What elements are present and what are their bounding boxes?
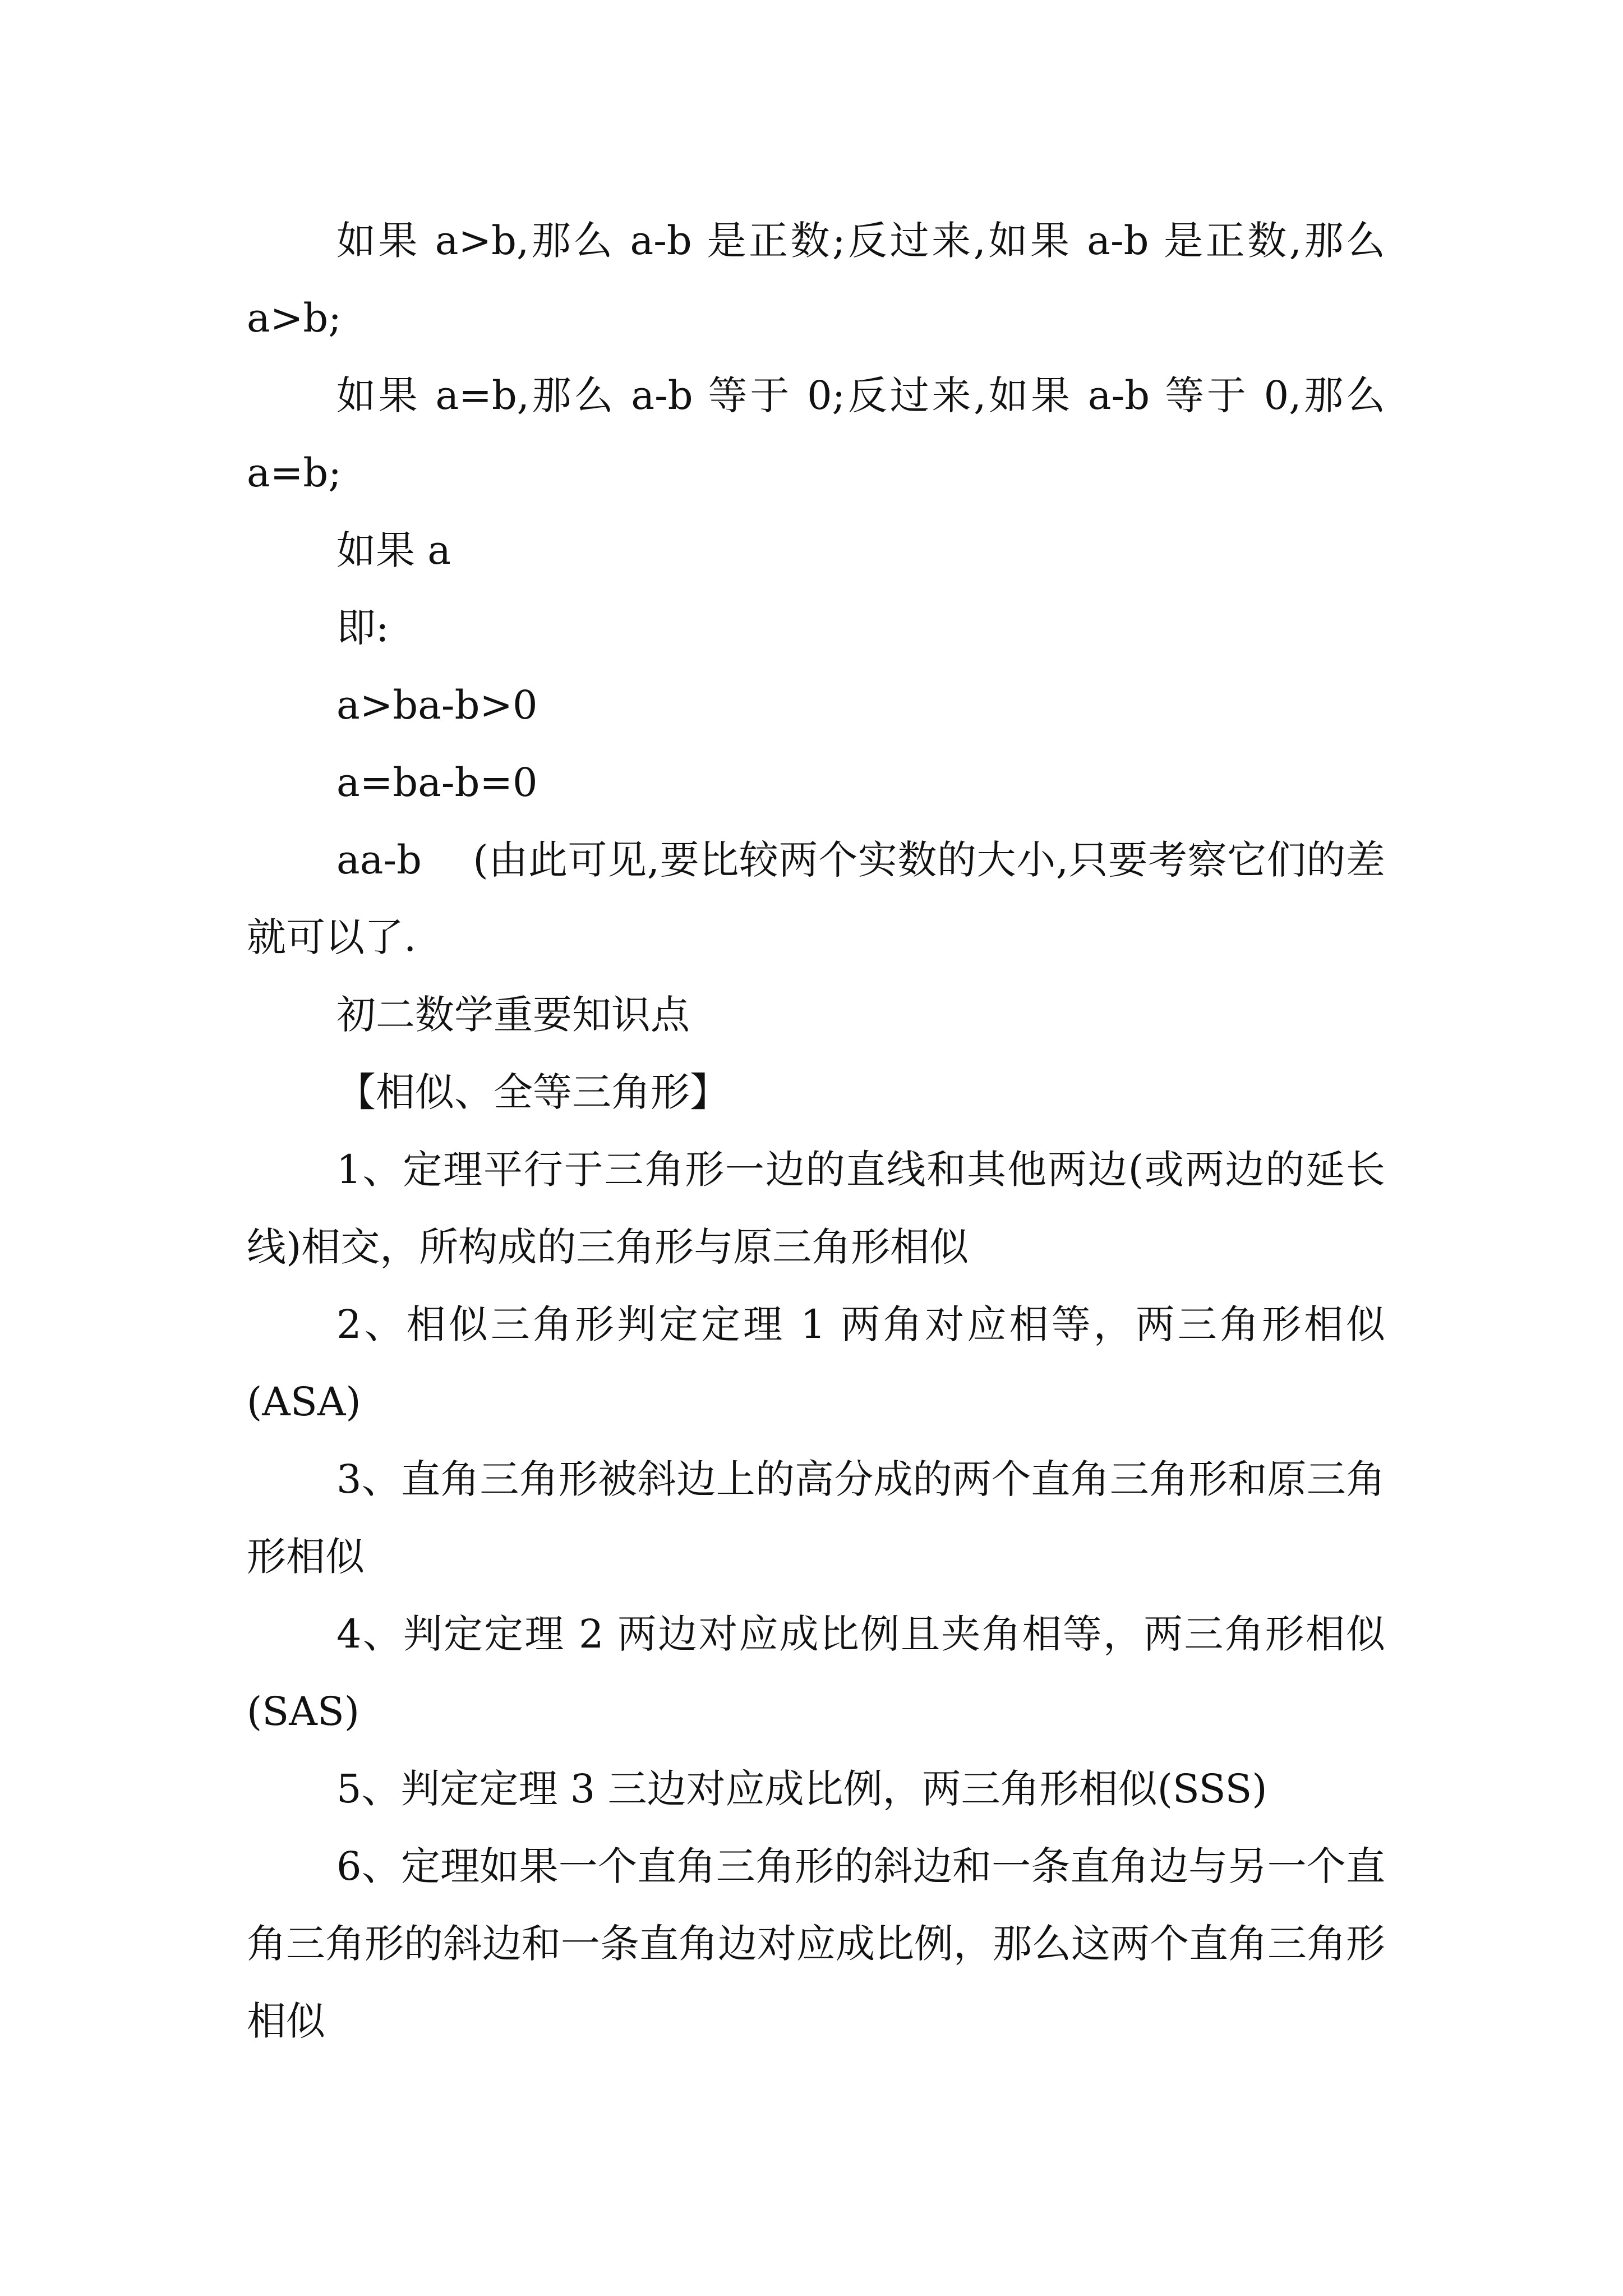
subsection-heading: 【相似、全等三角形】 — [336, 1069, 729, 1115]
paragraph-comparison-zero: 如果 a=b,那么 a-b 等于 0;反过来,如果 a-b 等于 0,那么 a=b; — [247, 372, 1398, 496]
theorem-item-1: 1、定理平行于三角形一边的直线和其他两边(或两边的延长线)相交，所构成的三角形与原三角形相似 — [247, 1147, 1385, 1270]
theorem-item-5: 5、判定定理 3 三边对应成比例，两三角形相似(SSS) — [336, 1766, 1267, 1812]
formula-greater: a>ba-b>0 — [336, 682, 538, 728]
document-body — [247, 202, 1398, 2060]
theorem-item-3: 3、直角三角形被斜边上的高分成的两个直角三角形和原三角形相似 — [247, 1456, 1385, 1580]
paragraph-comparison-negative: 如果 a — [336, 527, 451, 573]
theorem-item-6: 6、定理如果一个直角三角形的斜边和一条直角边与另一个直角三角形的斜边和一条直角边对应成比例，那么这两个直角三角形相似 — [247, 1843, 1385, 2044]
theorem-item-2: 2、相似三角形判定定理 1 两角对应相等，两三角形相似(ASA) — [247, 1301, 1385, 1425]
formula-equal: a=ba-b=0 — [336, 760, 538, 806]
paragraph-conclusion: aa-b (由此可见,要比较两个实数的大小,只要考察它们的差就可以了. — [247, 837, 1385, 960]
paragraph-that-is: 即: — [336, 605, 389, 651]
theorem-item-4: 4、判定定理 2 两边对应成比例且夹角相等，两三角形相似(SAS) — [247, 1611, 1385, 1734]
paragraph-comparison-positive: 如果 a>b,那么 a-b 是正数;反过来,如果 a-b 是正数,那么 a>b; — [247, 218, 1398, 341]
section-heading: 初二数学重要知识点 — [336, 992, 690, 1038]
